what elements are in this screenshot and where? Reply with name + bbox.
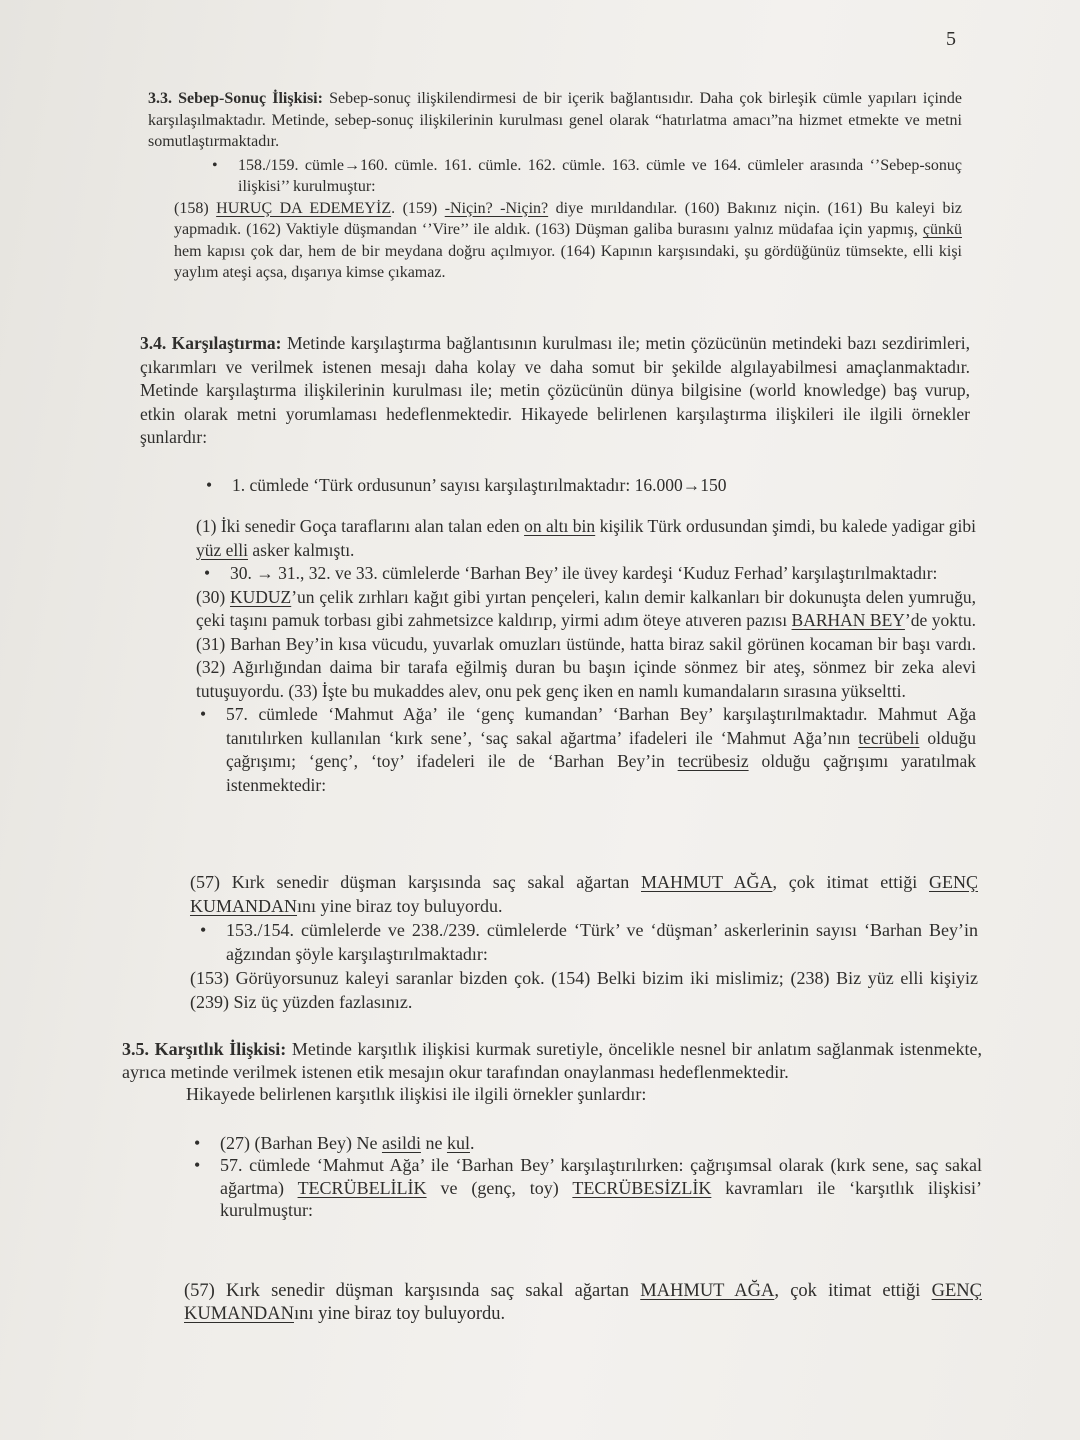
underlined-phrase: tecrübesiz bbox=[677, 751, 749, 771]
underlined-phrase: kul bbox=[446, 1132, 470, 1153]
section-3-4-heading: 3.4. Karşılaştırma: bbox=[140, 333, 282, 353]
underlined-phrase: GENÇ KUMANDAN bbox=[190, 872, 978, 916]
bullet-text: kavramları ile ‘karşıtlık ilişkisi’ kurulmuştur: bbox=[220, 1177, 982, 1220]
underlined-phrase: MAHMUT AĞA bbox=[641, 872, 773, 892]
example-text: ’de yoktu. (31) Barhan Bey’in kısa vücudu, yuvarlak omuzları üstünde, hatta biraz sakil görünen kocaman bir başı vardı. (32) Ağırlığından daima bir tarafa eğilmiş duran bu başın içinde sönmez bir ateş, sönmez bir zeka alevi tutuşuyordu. (33) İşte bu mukaddes alev, onu pek genç iken en namlı kumandaların sırasına yükseltti. bbox=[196, 610, 976, 701]
example-text: (158) bbox=[174, 199, 217, 217]
section-3-4-example-4: (153) Görüyorsunuz kaleyi saranlar bizden çok. (154) Belki bizim iki mislimiz; (238) Biz yüz elli kişiyiz (239) Siz üç yüzden fazlasınız. bbox=[190, 968, 978, 1012]
example-text: ’un çelik zırhları kağıt gibi yırtan pençeleri, kalın demir kalkanları bir dokunuşta delen yumruğu, çeki taşını pamuk torbası gibi zahmetsizce kaldırıp, yirmi adım öteye atıveren pazısı bbox=[196, 586, 976, 630]
bullet-text: . bbox=[469, 1132, 475, 1153]
section-3-5-intro-text: Metinde karşıtlık ilişkisi kurmak suretiyle, öncelikle nesnel bir anlatım sağlanmak istenmekte, ayrıca metinde verilmek istenen etik mesajın okur tarafından onaylanması hedeflenmektedir. bbox=[122, 1039, 982, 1082]
section-3-4-bullet-1: • 1. cümlede ‘Türk ordusunun’ sayısı karşılaştırılmaktadır: 16.000→150 bbox=[232, 474, 970, 498]
underlined-phrase: HURUÇ DA EDEMEYİZ bbox=[216, 199, 392, 217]
section-3-4-intro-text: Metinde karşılaştırma bağlantısının kurulması ile; metin çözücünün metindeki bazı sezdirimleri, çıkarımları ve verilmek istenen mesajı daha kolay ve daha somut bir şekilde algılayabilmesi amaçlanmaktadır. Metinde karşılaştırma ilişkilerinin kurulması ile; metin çözücünün dünya bilgisine (world knowledge) baş vurup, etkin olarak metni yorumlaması hedeflenmektedir. Hikayede belirlenen karşılaştırma ilişkileri ile ilgili örnekler şunlardır: bbox=[140, 333, 970, 447]
underlined-phrase: TECRÜBESİZLİK bbox=[572, 1177, 712, 1198]
section-3-3-example bbox=[174, 198, 962, 284]
section-3-5-bullet-1 bbox=[220, 1132, 982, 1155]
bullet-text: 57. cümlede ‘Mahmut Ağa’ ile ‘Barhan Bey’ karşılaştırılırken: çağrışımsal olarak (kırk sene, saç sakal ağartma) bbox=[220, 1155, 982, 1198]
example-text: ını yine biraz toy buluyordu. bbox=[293, 1304, 506, 1324]
page-number: 5 bbox=[946, 28, 956, 50]
section-3-4 bbox=[140, 332, 970, 497]
underlined-phrase: KUDUZ bbox=[229, 586, 292, 607]
section-3-4-bullet-4: • 153./154. cümlelerde ve 238./239. cümlelerde ‘Türk’ ve ‘düşman’ askerlerinin sayısı ‘Barhan Bey’in ağzından şöyle karşılaştırılmaktadır: bbox=[226, 918, 978, 966]
bullet-text: ve (genç, toy) bbox=[426, 1177, 573, 1198]
example-text: . (159) bbox=[391, 199, 445, 217]
example-text: kişilik Türk ordusundan şimdi, bu kalede yadigar gibi bbox=[595, 516, 977, 536]
section-3-4-intro bbox=[140, 332, 970, 450]
example-text: diye mırıldandılar. (160) Bakınız niçin. (161) Bu kaleyi biz yapmadık. (162) Vaktiyle düşmandan ‘’Vire’’ ile aldık. (163) Düşman galiba burasını yalnız müdafaa için yapmış, bbox=[174, 199, 963, 238]
example-text: (57) Kırk senedir düşman karşısında saç sakal ağartan bbox=[184, 1281, 641, 1301]
underlined-phrase: on altı bin bbox=[524, 516, 596, 536]
section-3-3-intro bbox=[148, 88, 962, 153]
section-3-3 bbox=[148, 88, 962, 284]
bullet-text: 57. cümlede ‘Mahmut Ağa’ ile ‘genç kumandan’ ‘Barhan Bey’ karşılaştırılmaktadır. Mahmut Ağa tanıtılırken kullanılan ‘kırk sene’, ‘saç sakal ağartma’ ifadeleri ile ‘Mahmut Ağa’nın bbox=[226, 704, 976, 748]
section-3-5-example-57 bbox=[184, 1280, 982, 1326]
underlined-phrase: çünkü bbox=[922, 221, 962, 238]
example-text: (30) bbox=[196, 586, 230, 607]
underlined-phrase: BARHAN BEY bbox=[791, 610, 905, 630]
section-3-4-examples-continued bbox=[190, 870, 978, 1014]
example-text: ını yine biraz toy buluyordu. bbox=[297, 896, 503, 916]
section-3-4-example-3 bbox=[190, 870, 978, 918]
section-3-4-example-1 bbox=[196, 515, 976, 562]
example-text: , çok itimat ettiği bbox=[774, 1281, 932, 1301]
example-text: (1) İki senedir Goça taraflarını alan talan eden bbox=[196, 516, 525, 536]
section-3-4-example-2 bbox=[196, 586, 976, 704]
section-3-4-bullet-3 bbox=[226, 703, 976, 797]
underlined-phrase: tecrübeli bbox=[858, 727, 920, 748]
section-3-3-heading: 3.3. Sebep-Sonuç İlişkisi: bbox=[148, 90, 323, 107]
section-3-5-intro bbox=[122, 1038, 982, 1083]
section-3-5-heading: 3.5. Karşıtlık İlişkisi: bbox=[122, 1039, 287, 1059]
example-text: asker kalmıştı. bbox=[248, 539, 355, 560]
example-text: hem kapısı çok dar, hem de bir meydana doğru açılmıyor. (164) Kapının karşısındaki, şu gördüğünüz tümsekte, elli kişi yaylım ateşi açsa, dışarıya kimse çıkamaz. bbox=[174, 242, 962, 281]
bullet-text: ne bbox=[420, 1132, 447, 1153]
underlined-phrase: TECRÜBELİLİK bbox=[297, 1177, 427, 1198]
section-3-3-intro-text: Sebep-sonuç ilişkilendirmesi de bir içerik bağlantısıdır. Daha çok birleşik cümle yapıları içinde karşılaşılmaktadır. Metinde, sebep-sonuç ilişkilerinin kurulması genel olarak “hatırlatma amacı”na hizmet etmekte ve metni somutlaştırmaktadır. bbox=[148, 90, 962, 150]
bullet-text: olduğu çağrışımı yaratılmak istenmektedir: bbox=[226, 751, 977, 795]
section-3-5-example bbox=[184, 1280, 982, 1326]
section-3-5-intro-2: Hikayede belirlenen karşıtlık ilişkisi ile ilgili örnekler şunlardır: bbox=[186, 1084, 647, 1104]
bullet-text: olduğu çağrışımı; ‘genç’, ‘toy’ ifadeleri ile de ‘Barhan Bey’in bbox=[226, 727, 976, 771]
underlined-phrase: -Niçin? -Niçin? bbox=[444, 199, 549, 217]
underlined-phrase: asildi bbox=[381, 1132, 421, 1153]
example-text: (57) Kırk senedir düşman karşısında saç sakal ağartan bbox=[190, 872, 641, 892]
example-text: , çok itimat ettiği bbox=[772, 872, 929, 892]
bullet-text: (27) (Barhan Bey) Ne bbox=[220, 1132, 382, 1153]
section-3-4-bullet-2: • 30. → 31., 32. ve 33. cümlelerde ‘Barhan Bey’ ile üvey kardeşi ‘Kuduz Ferhad’ karşılaştırılmaktadır: bbox=[230, 562, 976, 586]
underlined-phrase: yüz elli bbox=[196, 539, 248, 560]
underlined-phrase: GENÇ KUMANDAN bbox=[184, 1281, 982, 1324]
section-3-5 bbox=[122, 1038, 982, 1222]
underlined-phrase: MAHMUT AĞA bbox=[640, 1281, 775, 1301]
section-3-4-examples bbox=[196, 515, 976, 797]
section-3-5-bullet-2 bbox=[220, 1154, 982, 1222]
section-3-3-bullet-1: • 158./159. cümle→160. cümle. 161. cümle. 162. cümle. 163. cümle ve 164. cümleler arasında ‘’Sebep-sonuç ilişkisi’’ kurulmuştur: bbox=[238, 155, 962, 198]
